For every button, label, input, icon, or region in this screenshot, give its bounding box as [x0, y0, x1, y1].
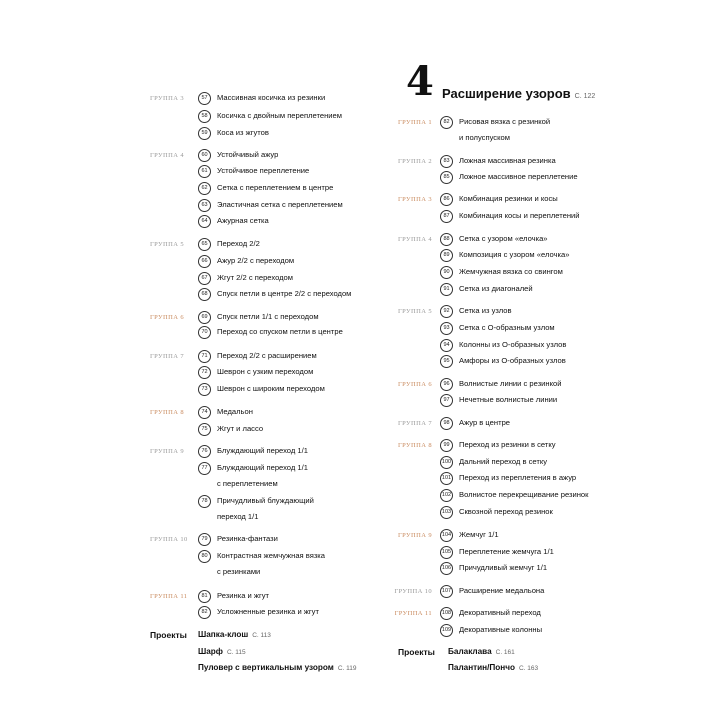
list-item[interactable] — [440, 439, 640, 455]
group-label: ГРУППА 11 — [394, 610, 432, 617]
pattern-number-badge: 78 — [198, 495, 211, 508]
pattern-title: Ложное массивное переплетение — [459, 172, 578, 181]
pattern-title: Декоративные колонны — [459, 625, 543, 634]
project-item[interactable] — [198, 630, 271, 639]
pattern-number-badge: 104 — [440, 529, 453, 542]
project-item[interactable] — [198, 647, 246, 656]
list-item[interactable] — [440, 546, 640, 562]
list-item[interactable] — [198, 199, 398, 215]
list-item[interactable] — [440, 155, 640, 171]
list-item[interactable] — [440, 210, 640, 226]
list-item[interactable] — [440, 456, 640, 472]
list-item[interactable] — [440, 529, 640, 545]
pattern-title: Шеврон с узким переходом — [217, 367, 314, 376]
pattern-number-badge: 85 — [440, 171, 453, 184]
pattern-number-badge: 81 — [198, 590, 211, 603]
pattern-number-badge: 91 — [440, 283, 453, 296]
list-item[interactable] — [198, 238, 398, 254]
list-item[interactable] — [440, 266, 640, 282]
pattern-title: Косичка с двойным переплетением — [217, 111, 342, 120]
list-item[interactable] — [198, 165, 398, 181]
pattern-title: Амфоры из О-образных узлов — [459, 356, 566, 365]
pattern-number-badge: 95 — [440, 355, 453, 368]
pattern-number-badge: 71 — [198, 350, 211, 363]
section-title-text: Расширение узоров — [442, 86, 571, 101]
list-item[interactable] — [198, 462, 398, 488]
list-item[interactable] — [440, 607, 640, 623]
pattern-number-badge: 75 — [198, 423, 211, 436]
group-label: ГРУППА 5 — [150, 241, 184, 248]
project-page: С. 113 — [252, 632, 271, 639]
section-title — [442, 86, 595, 101]
pattern-number-badge: 61 — [198, 165, 211, 178]
project-name: Балаклава — [448, 647, 492, 656]
pattern-number-badge: 93 — [440, 322, 453, 335]
list-item[interactable] — [440, 355, 640, 371]
pattern-title: Сетка с переплетением в центре — [217, 183, 334, 192]
list-item[interactable] — [198, 311, 398, 327]
pattern-number-badge: 58 — [198, 110, 211, 123]
pattern-title: Композиция с узором «елочка» — [459, 250, 570, 259]
pattern-title: Переплетение жемчуга 1/1 — [459, 547, 554, 556]
pattern-title: Сквозной переход резинок — [459, 507, 553, 516]
pattern-number-badge: 108 — [440, 607, 453, 620]
group-label: ГРУППА 10 — [150, 536, 188, 543]
list-item[interactable] — [198, 495, 398, 521]
list-item[interactable] — [440, 472, 640, 488]
list-item[interactable] — [198, 110, 398, 126]
list-item[interactable] — [198, 288, 398, 304]
list-item[interactable] — [440, 506, 640, 522]
pattern-title: Спуск петли 1/1 с переходом — [217, 312, 319, 321]
pattern-number-badge: 72 — [198, 366, 211, 379]
pattern-number-badge: 57 — [198, 92, 211, 105]
project-item[interactable] — [448, 663, 538, 672]
pattern-title: Усложненные резинка и жгут — [217, 607, 319, 616]
pattern-number-badge: 69 — [198, 311, 211, 324]
pattern-number-badge: 64 — [198, 215, 211, 228]
list-item[interactable] — [198, 590, 398, 606]
pattern-title: Жгут 2/2 с переходом — [217, 273, 293, 282]
pattern-title: Волнистое перекрещивание резинок — [459, 490, 589, 499]
project-page: С. 119 — [337, 665, 357, 672]
pattern-number-badge: 105 — [440, 546, 453, 559]
pattern-number-badge: 73 — [198, 383, 211, 396]
group-label: ГРУППА 8 — [150, 409, 184, 416]
list-item[interactable] — [198, 445, 398, 461]
pattern-title: Ажурная сетка — [217, 216, 269, 225]
group-label: ГРУППА 7 — [150, 353, 184, 360]
pattern-title: Декоративный переход — [459, 608, 541, 617]
pattern-title-continued: переход 1/1 — [217, 512, 259, 521]
pattern-title: Переход со спуском петли в центре — [217, 327, 343, 336]
pattern-number-badge: 101 — [440, 472, 453, 485]
group-label: ГРУППА 4 — [398, 236, 432, 243]
pattern-number-badge: 68 — [198, 288, 211, 301]
list-item[interactable] — [440, 624, 640, 640]
pattern-number-badge: 106 — [440, 562, 453, 575]
pattern-title: Переход из резинки в сетку — [459, 440, 556, 449]
group-label: ГРУППА 6 — [398, 381, 432, 388]
pattern-title: Блуждающий переход 1/1 — [217, 463, 308, 472]
group-label: ГРУППА 3 — [398, 196, 432, 203]
pattern-title: Дальний переход в сетку — [459, 457, 548, 466]
pattern-number-badge: 82 — [440, 116, 453, 129]
list-item[interactable] — [440, 171, 640, 187]
list-item[interactable] — [440, 249, 640, 265]
list-item[interactable] — [198, 366, 398, 382]
pattern-number-badge: 98 — [440, 417, 453, 430]
pattern-title-continued: и полуспуском — [459, 133, 510, 142]
list-item[interactable] — [198, 406, 398, 422]
pattern-title: Сетка с О-образным узлом — [459, 323, 555, 332]
group-label: ГРУППА 10 — [394, 588, 432, 595]
list-item[interactable] — [198, 383, 398, 399]
list-item[interactable] — [440, 394, 640, 410]
list-item[interactable] — [198, 182, 398, 198]
group-label: ГРУППА 7 — [398, 420, 432, 427]
list-item[interactable] — [198, 272, 398, 288]
list-item[interactable] — [440, 562, 640, 578]
pattern-number-badge: 99 — [440, 439, 453, 452]
project-page: С. 161 — [495, 649, 515, 656]
group-label: ГРУППА 9 — [398, 532, 432, 539]
pattern-number-badge: 79 — [198, 533, 211, 546]
list-item[interactable] — [440, 585, 640, 601]
list-item[interactable] — [440, 417, 640, 433]
project-name: Шарф — [198, 647, 223, 656]
list-item[interactable] — [440, 489, 640, 505]
pattern-number-badge: 70 — [198, 326, 211, 339]
list-item[interactable] — [198, 255, 398, 271]
pattern-title: Жемчуг 1/1 — [459, 530, 499, 539]
pattern-title-continued: с резинками — [217, 567, 261, 576]
pattern-title: Эластичная сетка с переплетением — [217, 200, 343, 209]
pattern-number-badge: 87 — [440, 210, 453, 223]
pattern-title: Сетка с узором «елочка» — [459, 234, 548, 243]
list-item[interactable] — [440, 378, 640, 394]
pattern-number-badge: 83 — [440, 155, 453, 168]
pattern-title: Спуск петли в центре 2/2 с переходом — [217, 289, 352, 298]
pattern-number-badge: 86 — [440, 193, 453, 206]
project-page: С. 163 — [519, 665, 539, 672]
pattern-number-badge: 74 — [198, 406, 211, 419]
pattern-title: Жемчужная вязка со свингом — [459, 267, 563, 276]
pattern-number-badge: 80 — [198, 550, 211, 563]
list-item[interactable] — [198, 533, 398, 549]
pattern-title: Комбинация косы и переплетений — [459, 211, 580, 220]
pattern-number-badge: 109 — [440, 624, 453, 637]
project-name: Пуловер с вертикальным узором — [198, 663, 334, 672]
project-name: Шапка-клош — [198, 630, 249, 639]
pattern-title: Коса из жгутов — [217, 128, 269, 137]
pattern-number-badge: 103 — [440, 506, 453, 519]
pattern-number-badge: 92 — [440, 305, 453, 318]
pattern-number-badge: 88 — [440, 233, 453, 246]
list-item[interactable] — [440, 193, 640, 209]
pattern-title: Контрастная жемчужная вязка — [217, 551, 326, 560]
pattern-title-continued: с переплетением — [217, 479, 278, 488]
pattern-title: Волнистые линии с резинкой — [459, 379, 562, 388]
pattern-title: Переход из переплетения в ажур — [459, 473, 577, 482]
pattern-title: Ложная массивная резинка — [459, 156, 556, 165]
list-item[interactable] — [198, 149, 398, 165]
pattern-title: Рисовая вязка с резинкой — [459, 117, 551, 126]
group-label: ГРУППА 2 — [398, 158, 432, 165]
pattern-title: Сетка из узлов — [459, 306, 512, 315]
pattern-number-badge: 96 — [440, 378, 453, 391]
list-item[interactable] — [440, 233, 640, 249]
list-item[interactable] — [198, 127, 398, 143]
pattern-title: Причудливый жемчуг 1/1 — [459, 563, 548, 572]
pattern-number-badge: 59 — [198, 127, 211, 140]
group-label: ГРУППА 5 — [398, 308, 432, 315]
pattern-number-badge: 76 — [198, 445, 211, 458]
pattern-title: Шеврон с широким переходом — [217, 384, 325, 393]
pattern-number-badge: 107 — [440, 585, 453, 598]
pattern-title: Нечетные волнистые линии — [459, 395, 558, 404]
pattern-number-badge: 102 — [440, 489, 453, 502]
pattern-number-badge: 62 — [198, 182, 211, 195]
pattern-number-badge: 65 — [198, 238, 211, 251]
pattern-title: Жгут и лассо — [217, 424, 264, 433]
pattern-title: Сетка из диагоналей — [459, 284, 533, 293]
pattern-title: Расширение медальона — [459, 586, 545, 595]
pattern-title: Блуждающий переход 1/1 — [217, 446, 308, 455]
pattern-title: Устойчивое переплетение — [217, 166, 310, 175]
pattern-title: Комбинация резинки и косы — [459, 194, 558, 203]
pattern-title: Массивная косичка из резинки — [217, 93, 326, 102]
pattern-number-badge: 90 — [440, 266, 453, 279]
pattern-title: Переход 2/2 — [217, 239, 260, 248]
pattern-number-badge: 97 — [440, 394, 453, 407]
pattern-number-badge: 63 — [198, 199, 211, 212]
pattern-title: Колонны из О-образных узлов — [459, 340, 567, 349]
group-label: ГРУППА 9 — [150, 448, 184, 455]
section-page: С. 122 — [574, 93, 596, 100]
list-item[interactable] — [440, 283, 640, 299]
group-label: ГРУППА 4 — [150, 152, 184, 159]
group-label: ГРУППА 6 — [150, 314, 184, 321]
group-label: ГРУППА 1 — [398, 119, 432, 126]
pattern-number-badge: 60 — [198, 149, 211, 162]
pattern-title: Ажур в центре — [459, 418, 511, 427]
pattern-number-badge: 82 — [198, 606, 211, 619]
project-item[interactable] — [448, 647, 515, 656]
pattern-number-badge: 77 — [198, 462, 211, 475]
list-item[interactable] — [440, 116, 640, 142]
pattern-number-badge: 66 — [198, 255, 211, 268]
project-name: Палантин/Пончо — [448, 663, 515, 672]
pattern-number-badge: 94 — [440, 339, 453, 352]
projects-heading: Проекты — [150, 630, 187, 640]
list-item[interactable] — [198, 423, 398, 439]
group-label: ГРУППА 8 — [398, 442, 432, 449]
list-item[interactable] — [198, 326, 398, 342]
pattern-title: Переход 2/2 с расширением — [217, 351, 317, 360]
pattern-number-badge: 100 — [440, 456, 453, 469]
section-number: 4 — [406, 58, 434, 105]
list-item[interactable] — [198, 606, 398, 622]
list-item[interactable] — [440, 339, 640, 355]
group-label: ГРУППА 3 — [150, 95, 184, 102]
pattern-title: Резинка-фантази — [217, 534, 278, 543]
list-item[interactable] — [198, 550, 398, 576]
pattern-title: Резинка и жгут — [217, 591, 270, 600]
group-label: ГРУППА 11 — [150, 593, 188, 600]
pattern-title: Медальон — [217, 407, 253, 416]
list-item[interactable] — [440, 305, 640, 321]
projects-heading: Проекты — [398, 647, 435, 657]
list-item[interactable] — [198, 92, 398, 108]
pattern-title: Причудливый блуждающий — [217, 496, 314, 505]
pattern-title: Устойчивый ажур — [217, 150, 279, 159]
project-page: С. 115 — [226, 649, 246, 656]
list-item[interactable] — [198, 350, 398, 366]
pattern-number-badge: 89 — [440, 249, 453, 262]
pattern-number-badge: 67 — [198, 272, 211, 285]
pattern-title: Ажур 2/2 с переходом — [217, 256, 295, 265]
list-item[interactable] — [440, 322, 640, 338]
project-item[interactable] — [198, 663, 357, 672]
list-item[interactable] — [198, 215, 398, 231]
